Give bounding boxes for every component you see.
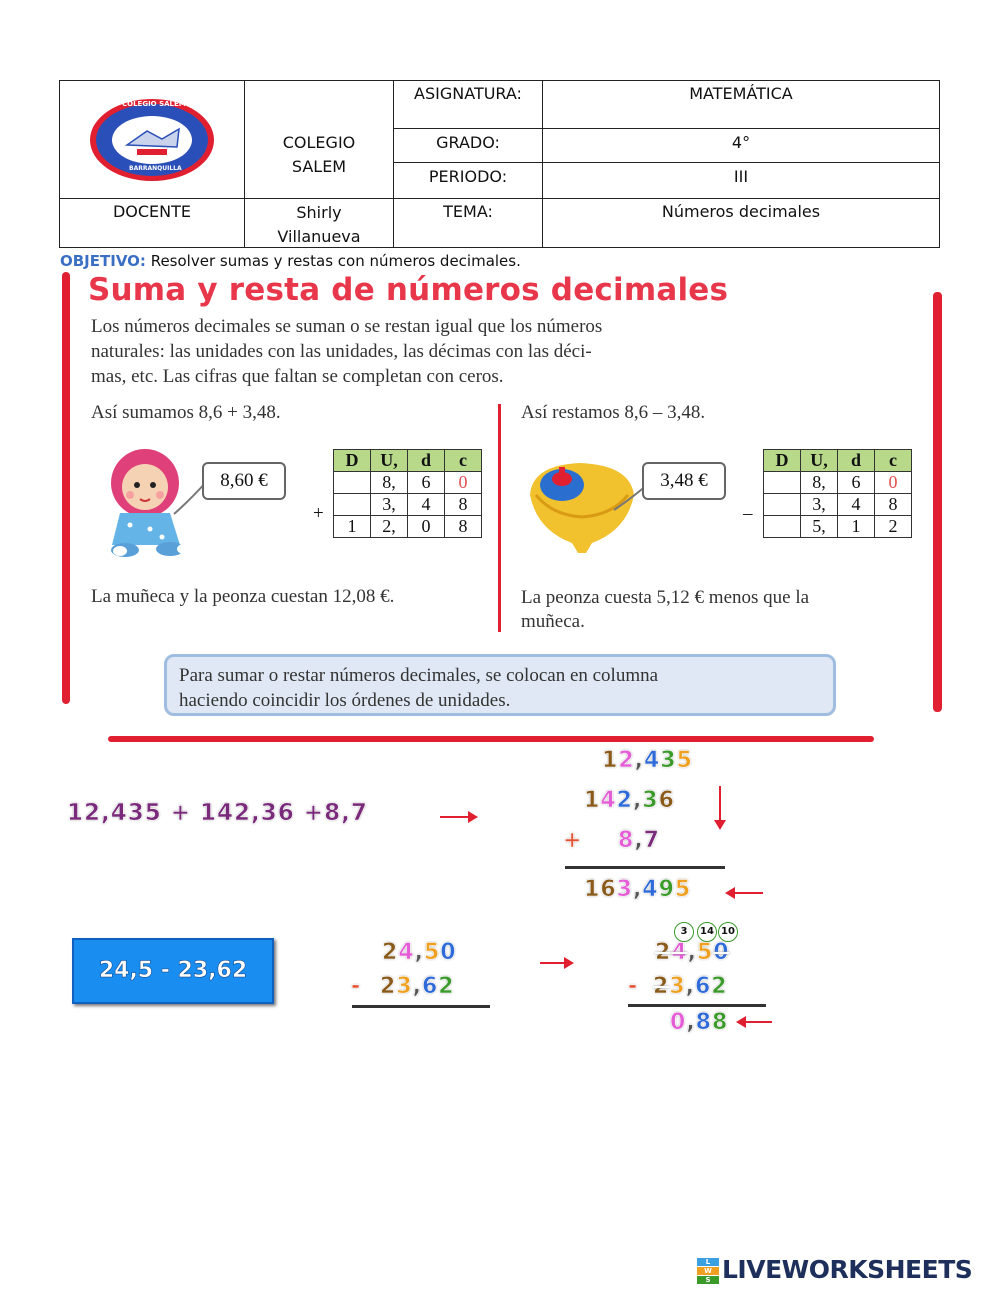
col-header-dec: d (408, 450, 445, 472)
table-cell: 0 (445, 472, 482, 494)
table-cell: 0 (875, 472, 912, 494)
sub-step-b-operator: - (628, 974, 639, 999)
lesson-paragraph (91, 314, 781, 389)
sub-step-b-line-1: 24,50 (655, 940, 730, 965)
rule-note-line-2: haciendo coincidir los órdenes de unidades. (179, 690, 511, 711)
sum-caption: La muñeca y la peonza cuestan 12,08 €. (91, 586, 395, 607)
grado-label: GRADO: (393, 128, 543, 163)
paragraph-line-1: Los números decimales se suman o se restan igual que los números (91, 316, 603, 337)
sub-place-value-table (763, 449, 912, 538)
table-cell: 6 (408, 472, 445, 494)
frame-left-bar (62, 272, 70, 704)
sub-step-b-line-2: 23,62 (653, 974, 728, 999)
sub-step-a-line-2: 23,62 (380, 974, 455, 999)
sub-result: 0,88 (670, 1010, 729, 1035)
paragraph-line-3: mas, etc. Las cifras que faltan se completan con ceros. (91, 366, 504, 387)
logo-cell (59, 80, 245, 199)
table-cell (334, 494, 371, 516)
table-cell: 2, (371, 516, 408, 538)
sum-expression: 12,435 + 142,36 +8,7 (67, 800, 368, 826)
objective (60, 252, 521, 270)
table-cell: 8 (445, 516, 482, 538)
objective-text: Resolver sumas y restas con números decimales. (150, 252, 521, 270)
frame-right-bar (933, 292, 942, 712)
sub-arrow-right-icon (540, 962, 572, 964)
sub-step-a-operator: - (351, 974, 362, 999)
sub-step-a-line-1: 24,50 (382, 940, 457, 965)
table-cell (764, 472, 801, 494)
logo-letter-w: W (697, 1267, 719, 1275)
table-cell: 8, (801, 472, 838, 494)
table-cell: 1 (838, 516, 875, 538)
header-table (59, 80, 940, 248)
borrow-circle-3: 3 (674, 922, 694, 942)
col-header-d: D (764, 450, 801, 472)
table-cell: 3, (801, 494, 838, 516)
objective-label: OBJETIVO: (60, 252, 146, 270)
sum-line-3: 8,7 (618, 828, 660, 853)
sum-line-2: 142,36 (584, 788, 675, 813)
sub-step-b-rule (628, 1004, 766, 1007)
table-cell: 6 (838, 472, 875, 494)
logo-text-city: BARRANQUILLA (129, 165, 182, 172)
logo-text-year: 1997 (143, 156, 160, 163)
sum-operator-plus: + (563, 828, 583, 853)
col-header-dec: d (838, 450, 875, 472)
table-cell: 8, (371, 472, 408, 494)
docente-name-text: Shirly Villanueva (277, 203, 361, 246)
liveworksheets-logo-icon (697, 1258, 719, 1284)
table-cell: 4 (838, 494, 875, 516)
sub-expression-box: 24,5 - 23,62 (72, 938, 274, 1004)
logo-letter-l: L (697, 1258, 719, 1266)
sub-caption (521, 586, 809, 634)
school-name: COLEGIO SALEM (282, 133, 356, 176)
frame-bottom-bar (108, 736, 874, 742)
docente-name (244, 198, 394, 248)
table-cell: 0 (408, 516, 445, 538)
logo-text-top: COLEGIO SALEM (122, 100, 186, 108)
table-cell: 4 (408, 494, 445, 516)
table-cell: 3, (371, 494, 408, 516)
col-header-u: U, (801, 450, 838, 472)
asignatura-label: ASIGNATURA: (393, 80, 543, 129)
sub-price-tag: 3,48 € (642, 462, 726, 500)
col-header-c: c (445, 450, 482, 472)
sum-operator: + (313, 503, 324, 524)
logo-letter-s: S (697, 1276, 719, 1284)
sub-result-arrow-icon (738, 1021, 772, 1023)
sub-caption-line-2: muñeca. (521, 611, 585, 632)
sum-intro: Así sumamos 8,6 + 3,48. (91, 402, 281, 423)
table-cell: 2 (875, 516, 912, 538)
table-cell (764, 516, 801, 538)
table-cell: 8 (445, 494, 482, 516)
borrow-circle-10: 10 (718, 922, 738, 942)
sum-place-value-table (333, 449, 482, 538)
tema-label: TEMA: (393, 198, 543, 248)
sum-arrow-right-icon (440, 816, 476, 818)
sum-result-arrow-icon (727, 892, 763, 894)
paragraph-line-2: naturales: las unidades con las unidades, las décimas con las déci- (91, 341, 592, 362)
table-cell: 1 (334, 516, 371, 538)
grado-value: 4° (542, 128, 940, 163)
periodo-label: PERIODO: (393, 162, 543, 199)
footer-brand: LIVEWORKSHEETS (722, 1255, 973, 1284)
asignatura-value: MATEMÁTICA (542, 80, 940, 129)
tema-value: Números decimales (542, 198, 940, 248)
sum-result: 163,495 (584, 877, 692, 902)
sub-caption-line-1: La peonza cuesta 5,12 € menos que la (521, 587, 810, 608)
col-header-c: c (875, 450, 912, 472)
borrow-circle-14: 14 (697, 922, 717, 942)
table-cell (764, 494, 801, 516)
down-arrow-icon (719, 786, 721, 826)
frame-center-divider (498, 404, 501, 632)
sum-line-1: 12,435 (602, 748, 693, 773)
docente-label: DOCENTE (59, 198, 245, 248)
table-cell: 8 (875, 494, 912, 516)
sub-intro: Así restamos 8,6 – 3,48. (521, 402, 706, 423)
sub-step-a-rule (352, 1005, 490, 1008)
table-cell (334, 472, 371, 494)
lesson-title: Suma y resta de números decimales (88, 272, 729, 308)
sum-rule-line (565, 866, 725, 869)
sum-price-tag: 8,60 € (202, 462, 286, 500)
table-cell: 5, (801, 516, 838, 538)
school-cell (244, 80, 394, 199)
sub-operator: – (743, 503, 753, 524)
col-header-u: U, (371, 450, 408, 472)
rule-note-line-1: Para sumar o restar números decimales, se colocan en columna (179, 665, 659, 686)
periodo-value: III (542, 162, 940, 199)
rule-note (164, 654, 836, 716)
col-header-d: D (334, 450, 371, 472)
